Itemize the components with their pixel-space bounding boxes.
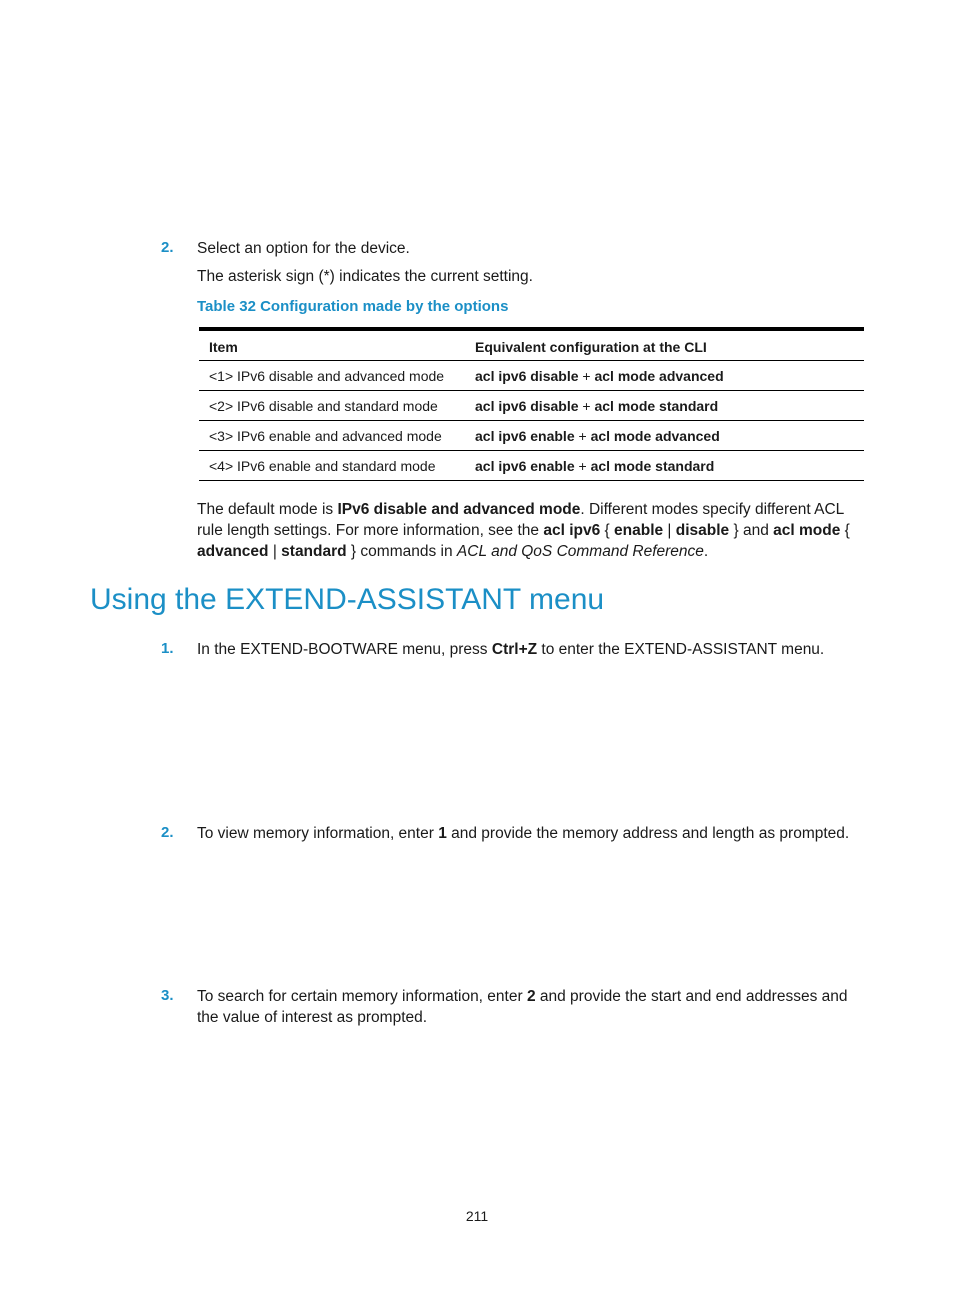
page-number: 211 [465,1208,489,1224]
header-equivalent: Equivalent configuration at the CLI [465,333,864,361]
default-mode-paragraph: The default mode is IPv6 disable and advanced mode. Different modes specify different ACL rule length settings. For more information, see the acl ipv6 { enable | disable } and acl mode { advanced | standard } commands in ACL and QoS Command Reference. [197,501,850,560]
header-item: Item [199,333,465,361]
table-caption: Table 32 Configuration made by the options [197,298,509,315]
step-text: To search for certain memory information, enter 2 and provide the start and end addresses and the value of interest as prompted. [197,988,848,1026]
table-row [199,361,864,391]
row-cli: acl ipv6 enable + acl mode advanced [465,421,864,451]
table-row [199,451,864,481]
step-note: The asterisk sign (*) indicates the current setting. [197,268,533,285]
step-number: 2. [161,824,174,841]
table-row [199,421,864,451]
section-title: Using the EXTEND-ASSISTANT menu [90,583,605,616]
row-cli: acl ipv6 enable + acl mode standard [465,451,864,481]
step-text: To view memory information, enter 1 and provide the memory address and length as prompted. [197,825,850,842]
step-text: In the EXTEND-BOOTWARE menu, press Ctrl+Z to enter the EXTEND-ASSISTANT menu. [197,641,825,658]
table-header-row [199,333,864,361]
table-row [199,391,864,421]
step-text: Select an option for the device. [197,240,410,257]
step-number: 1. [161,640,174,657]
row-cli: acl ipv6 disable + acl mode standard [465,391,864,421]
row-item: <4> IPv6 enable and standard mode [199,451,465,481]
row-cli: acl ipv6 disable + acl mode advanced [465,361,864,391]
row-item: <2> IPv6 disable and standard mode [199,391,465,421]
step-number: 2. [161,239,174,256]
table-top-rule [199,327,864,331]
row-item: <3> IPv6 enable and advanced mode [199,421,465,451]
config-table [199,333,864,481]
step-number: 3. [161,987,174,1004]
row-item: <1> IPv6 disable and advanced mode [199,361,465,391]
